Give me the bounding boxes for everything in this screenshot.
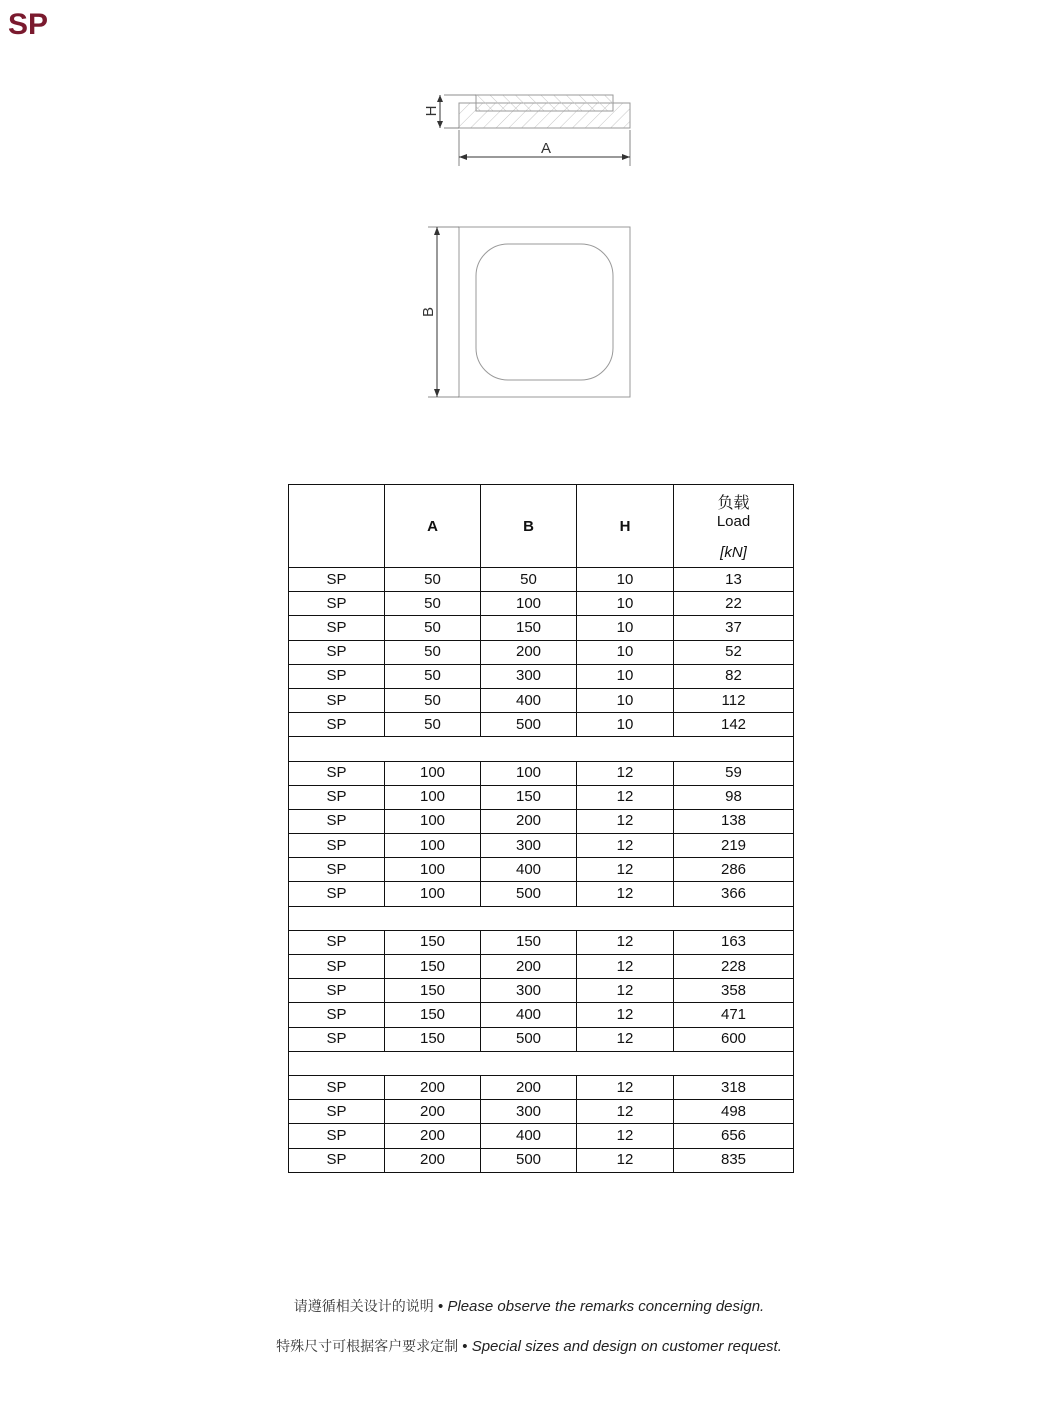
cell-type: SP <box>289 1003 385 1027</box>
cell-b: 200 <box>481 809 577 833</box>
cell-h: 10 <box>577 640 674 664</box>
cell-load: 228 <box>674 955 794 979</box>
table-row <box>289 882 794 906</box>
cell-b: 200 <box>481 640 577 664</box>
header-a: A <box>385 485 481 568</box>
cell-a: 100 <box>385 858 481 882</box>
group-separator-row <box>289 906 794 930</box>
cell-type: SP <box>289 1027 385 1051</box>
table-row <box>289 930 794 954</box>
design-note-zh: 请遵循相关设计的说明 <box>293 1299 434 1315</box>
cell-type: SP <box>289 1148 385 1172</box>
table-row <box>289 1148 794 1172</box>
cell-b: 150 <box>481 930 577 954</box>
table-row <box>289 616 794 640</box>
cell-load: 318 <box>674 1075 794 1099</box>
cell-b: 500 <box>481 713 577 737</box>
cell-h: 12 <box>577 955 674 979</box>
cell-h: 10 <box>577 592 674 616</box>
cell-h: 12 <box>577 785 674 809</box>
cell-h: 12 <box>577 882 674 906</box>
cell-load: 835 <box>674 1148 794 1172</box>
table-row <box>289 955 794 979</box>
cell-load: 498 <box>674 1100 794 1124</box>
cell-load: 600 <box>674 1027 794 1051</box>
custom-note-en: Special sizes and design on customer request. <box>471 1338 782 1355</box>
spec-table <box>288 484 794 1173</box>
cell-a: 100 <box>385 882 481 906</box>
cell-type: SP <box>289 592 385 616</box>
cell-a: 150 <box>385 930 481 954</box>
cell-load: 471 <box>674 1003 794 1027</box>
cell-type: SP <box>289 688 385 712</box>
cell-h: 12 <box>577 1075 674 1099</box>
cell-b: 150 <box>481 785 577 809</box>
cell-type: SP <box>289 640 385 664</box>
cell-a: 100 <box>385 761 481 785</box>
cell-load: 163 <box>674 930 794 954</box>
group-separator-row <box>289 737 794 761</box>
cell-load: 37 <box>674 616 794 640</box>
table-header-row <box>289 485 794 568</box>
cell-b: 400 <box>481 858 577 882</box>
cell-b: 400 <box>481 688 577 712</box>
header-h: H <box>577 485 674 568</box>
cell-load: 112 <box>674 688 794 712</box>
table-row <box>289 688 794 712</box>
cell-type: SP <box>289 882 385 906</box>
cell-b: 500 <box>481 1027 577 1051</box>
table-row <box>289 785 794 809</box>
custom-note-zh: 特殊尺寸可根据客户要求定制 <box>276 1339 459 1355</box>
cell-h: 12 <box>577 1124 674 1148</box>
dim-b-label: B <box>420 306 437 318</box>
cell-load: 98 <box>674 785 794 809</box>
table-row <box>289 834 794 858</box>
cell-type: SP <box>289 809 385 833</box>
side-view <box>423 95 630 166</box>
pad-top <box>476 95 613 111</box>
cell-b: 400 <box>481 1003 577 1027</box>
table-row <box>289 713 794 737</box>
table-row <box>289 640 794 664</box>
cell-load: 286 <box>674 858 794 882</box>
header-load-en: Load <box>716 513 751 530</box>
cell-h: 10 <box>577 664 674 688</box>
cell-a: 50 <box>385 592 481 616</box>
group-separator <box>289 1051 794 1075</box>
cell-type: SP <box>289 616 385 640</box>
cell-h: 12 <box>577 834 674 858</box>
dim-h-label: H <box>423 105 440 117</box>
cell-b: 500 <box>481 1148 577 1172</box>
cell-b: 100 <box>481 761 577 785</box>
cell-b: 300 <box>481 1100 577 1124</box>
cell-a: 200 <box>385 1075 481 1099</box>
group-separator-row <box>289 1051 794 1075</box>
cell-a: 200 <box>385 1148 481 1172</box>
header-type <box>289 485 385 568</box>
group-separator <box>289 737 794 761</box>
cell-type: SP <box>289 761 385 785</box>
table-row <box>289 761 794 785</box>
cell-b: 150 <box>481 616 577 640</box>
header-load <box>674 485 794 568</box>
cell-load: 142 <box>674 713 794 737</box>
cell-h: 12 <box>577 1148 674 1172</box>
cell-b: 400 <box>481 1124 577 1148</box>
cell-type: SP <box>289 785 385 809</box>
pad-outline <box>459 227 630 397</box>
header-b: B <box>481 485 577 568</box>
cell-b: 200 <box>481 1075 577 1099</box>
cell-load: 219 <box>674 834 794 858</box>
design-note <box>0 1296 1058 1316</box>
spec-table-body <box>289 568 794 1173</box>
design-note-en: Please observe the remarks concerning design. <box>447 1298 765 1315</box>
cell-h: 12 <box>577 1003 674 1027</box>
cell-type: SP <box>289 955 385 979</box>
cell-h: 10 <box>577 688 674 712</box>
cell-a: 50 <box>385 664 481 688</box>
cell-load: 656 <box>674 1124 794 1148</box>
cell-h: 12 <box>577 858 674 882</box>
cell-b: 500 <box>481 882 577 906</box>
cell-a: 200 <box>385 1124 481 1148</box>
table-row <box>289 1027 794 1051</box>
header-load-zh: 负载 <box>717 495 750 512</box>
design-note-sep: • <box>437 1298 444 1315</box>
cell-b: 300 <box>481 664 577 688</box>
table-row <box>289 979 794 1003</box>
cell-h: 12 <box>577 761 674 785</box>
cell-a: 100 <box>385 809 481 833</box>
cell-type: SP <box>289 1100 385 1124</box>
cell-a: 50 <box>385 568 481 592</box>
table-row <box>289 1075 794 1099</box>
table-row <box>289 858 794 882</box>
cell-a: 200 <box>385 1100 481 1124</box>
cell-b: 300 <box>481 834 577 858</box>
cell-h: 12 <box>577 1100 674 1124</box>
cell-h: 12 <box>577 979 674 1003</box>
cell-a: 50 <box>385 688 481 712</box>
custom-note-sep: • <box>462 1338 468 1355</box>
table-row <box>289 664 794 688</box>
cell-a: 50 <box>385 713 481 737</box>
cell-type: SP <box>289 568 385 592</box>
cell-a: 150 <box>385 1027 481 1051</box>
cell-load: 59 <box>674 761 794 785</box>
custom-note <box>0 1336 1058 1356</box>
cell-h: 12 <box>577 930 674 954</box>
cell-load: 52 <box>674 640 794 664</box>
cell-type: SP <box>289 979 385 1003</box>
table-row <box>289 1124 794 1148</box>
cell-load: 358 <box>674 979 794 1003</box>
cell-type: SP <box>289 713 385 737</box>
pad-recess <box>476 244 613 380</box>
cell-load: 366 <box>674 882 794 906</box>
header-load-unit: [kN] <box>720 544 747 561</box>
cell-a: 100 <box>385 834 481 858</box>
table-row <box>289 592 794 616</box>
cell-b: 50 <box>481 568 577 592</box>
table-row <box>289 1003 794 1027</box>
top-view <box>420 227 630 397</box>
table-row <box>289 568 794 592</box>
cell-a: 50 <box>385 616 481 640</box>
cell-load: 82 <box>674 664 794 688</box>
cell-a: 150 <box>385 979 481 1003</box>
cell-load: 13 <box>674 568 794 592</box>
dim-a-label: A <box>540 140 552 157</box>
cell-type: SP <box>289 930 385 954</box>
cell-a: 100 <box>385 785 481 809</box>
cell-type: SP <box>289 1075 385 1099</box>
cell-h: 10 <box>577 713 674 737</box>
cell-h: 12 <box>577 1027 674 1051</box>
cell-load: 22 <box>674 592 794 616</box>
cell-h: 10 <box>577 568 674 592</box>
cell-type: SP <box>289 858 385 882</box>
cell-b: 100 <box>481 592 577 616</box>
cell-h: 12 <box>577 809 674 833</box>
cell-a: 50 <box>385 640 481 664</box>
table-row <box>289 1100 794 1124</box>
technical-drawing <box>0 0 1058 430</box>
cell-load: 138 <box>674 809 794 833</box>
cell-a: 150 <box>385 1003 481 1027</box>
cell-type: SP <box>289 664 385 688</box>
table-row <box>289 809 794 833</box>
cell-b: 200 <box>481 955 577 979</box>
brand-title: SP <box>8 8 49 41</box>
cell-type: SP <box>289 834 385 858</box>
group-separator <box>289 906 794 930</box>
cell-b: 300 <box>481 979 577 1003</box>
cell-h: 10 <box>577 616 674 640</box>
cell-type: SP <box>289 1124 385 1148</box>
cell-a: 150 <box>385 955 481 979</box>
